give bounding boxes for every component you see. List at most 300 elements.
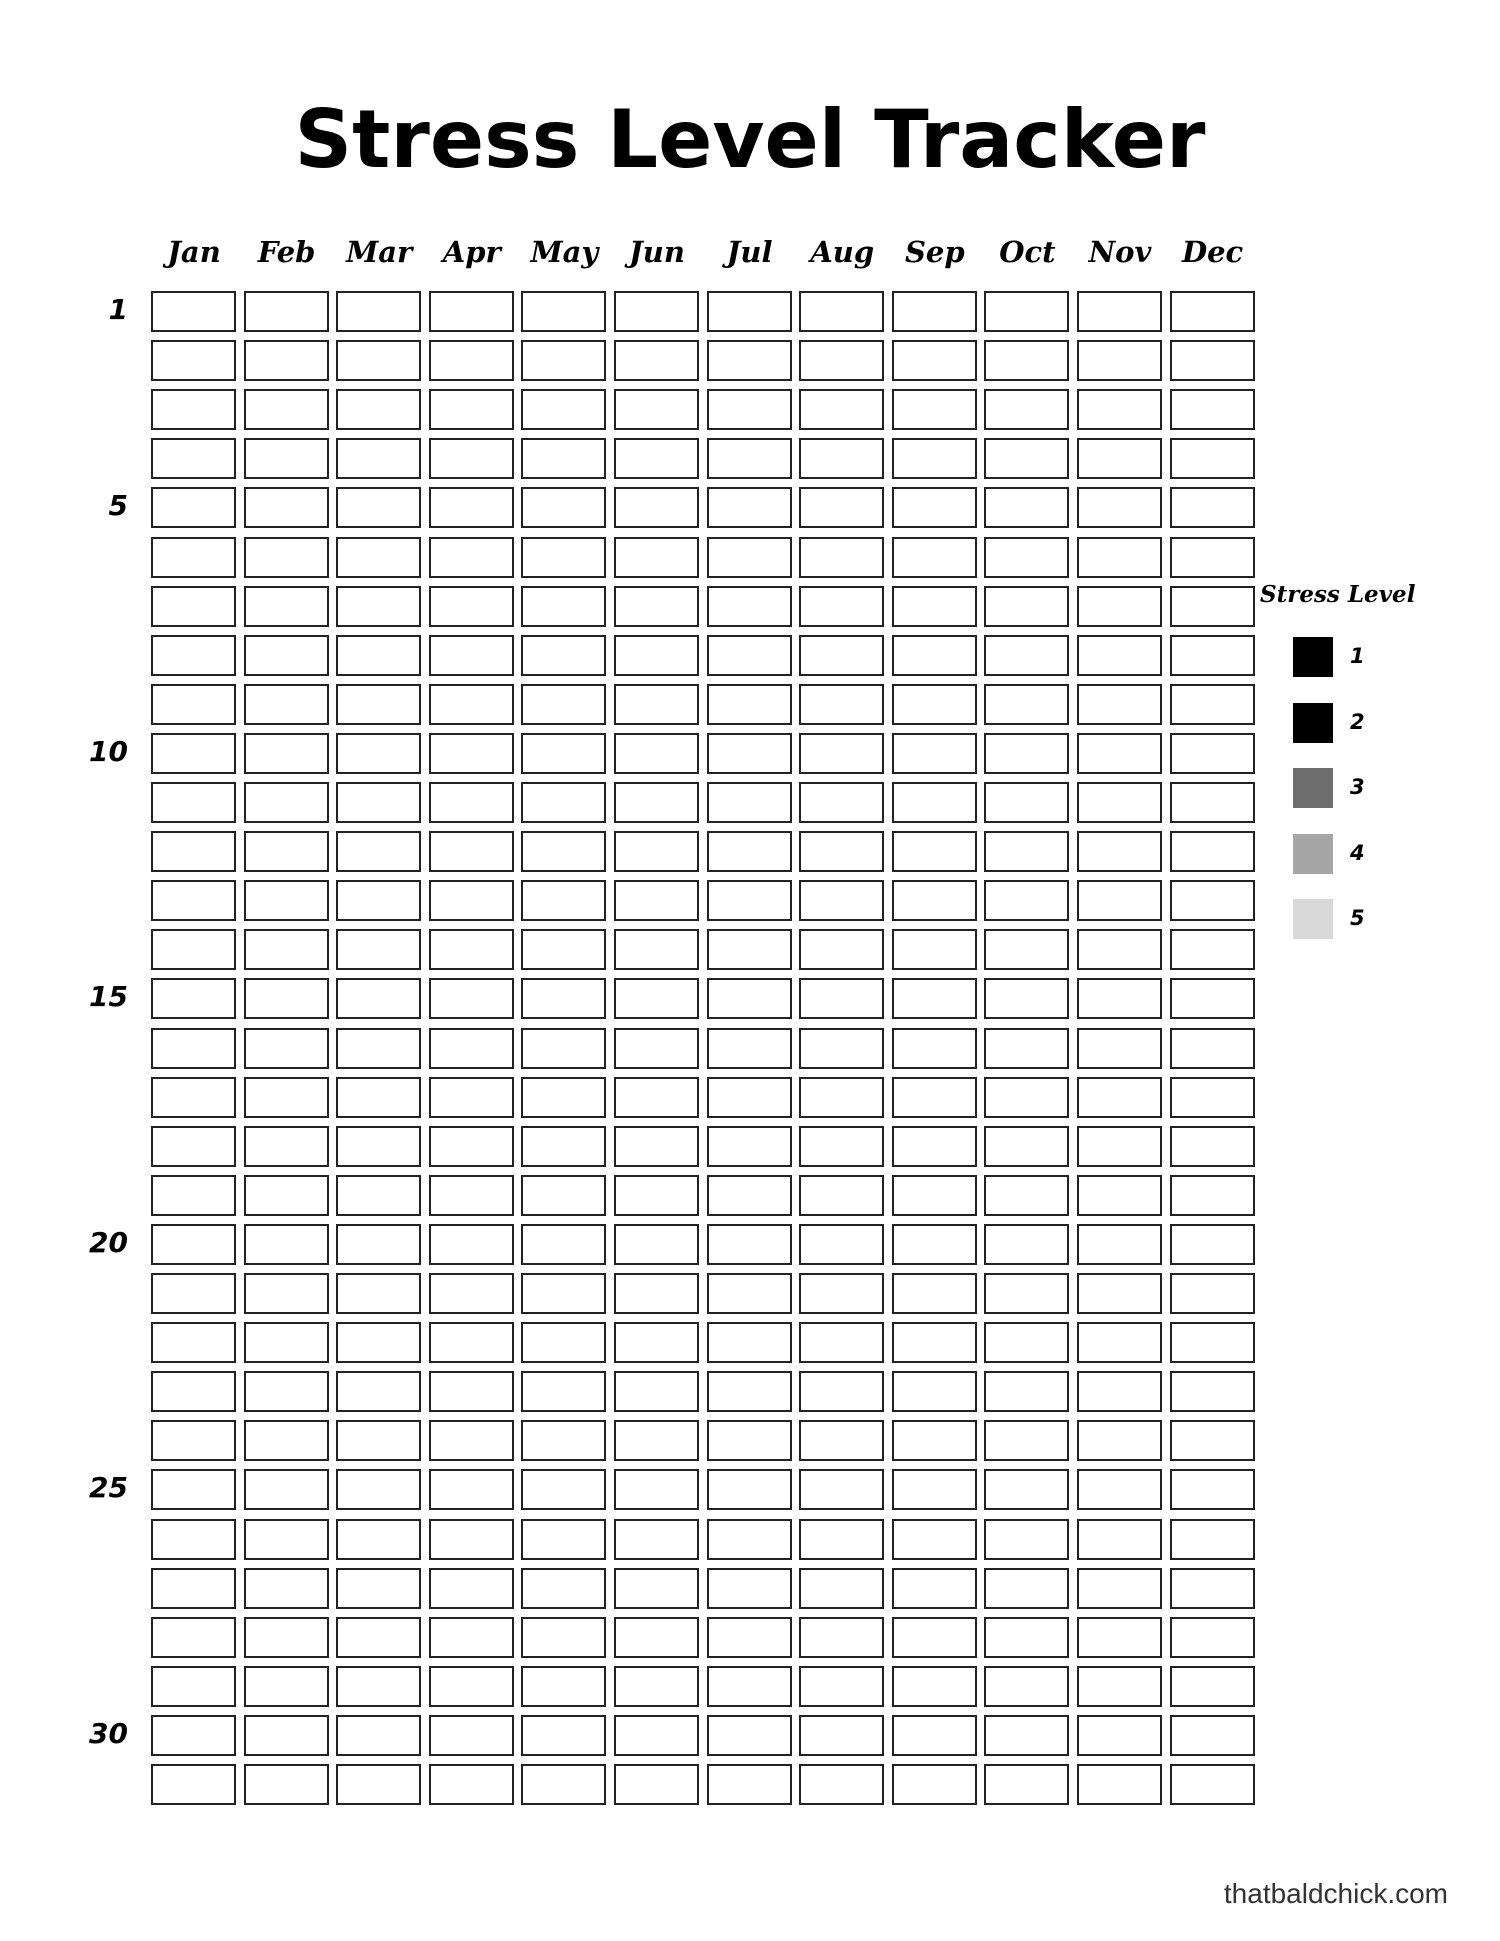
tracker-cell[interactable]: [984, 1322, 1069, 1363]
tracker-cell[interactable]: [336, 1077, 421, 1118]
tracker-cell[interactable]: [707, 1715, 792, 1756]
tracker-cell[interactable]: [429, 1028, 514, 1069]
tracker-cell[interactable]: [521, 291, 606, 332]
tracker-cell[interactable]: [1170, 929, 1255, 970]
tracker-cell[interactable]: [614, 635, 699, 676]
tracker-cell[interactable]: [707, 537, 792, 578]
tracker-cell[interactable]: [1077, 1224, 1162, 1265]
tracker-cell[interactable]: [614, 1617, 699, 1658]
tracker-cell[interactable]: [892, 1028, 977, 1069]
tracker-cell[interactable]: [707, 978, 792, 1019]
tracker-cell[interactable]: [614, 1371, 699, 1412]
tracker-cell[interactable]: [984, 733, 1069, 774]
tracker-cell[interactable]: [244, 487, 329, 528]
tracker-cell[interactable]: [984, 1568, 1069, 1609]
tracker-cell[interactable]: [984, 1028, 1069, 1069]
tracker-cell[interactable]: [984, 684, 1069, 725]
tracker-cell[interactable]: [1170, 880, 1255, 921]
tracker-cell[interactable]: [799, 1077, 884, 1118]
tracker-cell[interactable]: [244, 1519, 329, 1560]
tracker-cell[interactable]: [799, 1469, 884, 1510]
tracker-cell[interactable]: [244, 1273, 329, 1314]
tracker-cell[interactable]: [244, 684, 329, 725]
tracker-cell[interactable]: [1077, 1420, 1162, 1461]
tracker-cell[interactable]: [799, 487, 884, 528]
tracker-cell[interactable]: [1170, 733, 1255, 774]
tracker-cell[interactable]: [521, 1568, 606, 1609]
tracker-cell[interactable]: [521, 1715, 606, 1756]
tracker-cell[interactable]: [336, 831, 421, 872]
tracker-cell[interactable]: [1170, 389, 1255, 430]
tracker-cell[interactable]: [1170, 1175, 1255, 1216]
tracker-cell[interactable]: [244, 733, 329, 774]
tracker-cell[interactable]: [244, 389, 329, 430]
tracker-cell[interactable]: [799, 1371, 884, 1412]
tracker-cell[interactable]: [151, 487, 236, 528]
tracker-cell[interactable]: [892, 1175, 977, 1216]
tracker-cell[interactable]: [1077, 1371, 1162, 1412]
tracker-cell[interactable]: [1170, 684, 1255, 725]
tracker-cell[interactable]: [984, 929, 1069, 970]
tracker-cell[interactable]: [799, 1519, 884, 1560]
tracker-cell[interactable]: [336, 1322, 421, 1363]
tracker-cell[interactable]: [799, 1126, 884, 1167]
tracker-cell[interactable]: [521, 733, 606, 774]
tracker-cell[interactable]: [151, 1519, 236, 1560]
tracker-cell[interactable]: [707, 340, 792, 381]
tracker-cell[interactable]: [707, 291, 792, 332]
tracker-cell[interactable]: [244, 831, 329, 872]
tracker-cell[interactable]: [521, 1273, 606, 1314]
tracker-cell[interactable]: [151, 1028, 236, 1069]
tracker-cell[interactable]: [244, 1126, 329, 1167]
tracker-cell[interactable]: [151, 291, 236, 332]
tracker-cell[interactable]: [892, 1371, 977, 1412]
tracker-cell[interactable]: [244, 1175, 329, 1216]
tracker-cell[interactable]: [151, 929, 236, 970]
tracker-cell[interactable]: [336, 1666, 421, 1707]
tracker-cell[interactable]: [336, 684, 421, 725]
tracker-cell[interactable]: [1170, 1028, 1255, 1069]
tracker-cell[interactable]: [151, 1764, 236, 1805]
tracker-cell[interactable]: [151, 684, 236, 725]
tracker-cell[interactable]: [521, 487, 606, 528]
tracker-cell[interactable]: [799, 1028, 884, 1069]
tracker-cell[interactable]: [614, 978, 699, 1019]
tracker-cell[interactable]: [336, 1764, 421, 1805]
tracker-cell[interactable]: [521, 1371, 606, 1412]
tracker-cell[interactable]: [429, 1715, 514, 1756]
tracker-cell[interactable]: [707, 635, 792, 676]
tracker-cell[interactable]: [244, 635, 329, 676]
tracker-cell[interactable]: [244, 586, 329, 627]
tracker-cell[interactable]: [429, 1126, 514, 1167]
tracker-cell[interactable]: [892, 978, 977, 1019]
tracker-cell[interactable]: [429, 291, 514, 332]
tracker-cell[interactable]: [429, 978, 514, 1019]
tracker-cell[interactable]: [1170, 438, 1255, 479]
tracker-cell[interactable]: [1077, 929, 1162, 970]
tracker-cell[interactable]: [151, 389, 236, 430]
tracker-cell[interactable]: [151, 586, 236, 627]
tracker-cell[interactable]: [799, 929, 884, 970]
tracker-cell[interactable]: [614, 487, 699, 528]
tracker-cell[interactable]: [799, 978, 884, 1019]
tracker-cell[interactable]: [707, 782, 792, 823]
tracker-cell[interactable]: [336, 340, 421, 381]
tracker-cell[interactable]: [429, 1469, 514, 1510]
tracker-cell[interactable]: [799, 340, 884, 381]
tracker-cell[interactable]: [984, 782, 1069, 823]
tracker-cell[interactable]: [984, 1371, 1069, 1412]
tracker-cell[interactable]: [984, 1666, 1069, 1707]
tracker-cell[interactable]: [1077, 1175, 1162, 1216]
tracker-cell[interactable]: [151, 831, 236, 872]
tracker-cell[interactable]: [1170, 782, 1255, 823]
tracker-cell[interactable]: [336, 1371, 421, 1412]
tracker-cell[interactable]: [151, 880, 236, 921]
tracker-cell[interactable]: [521, 537, 606, 578]
tracker-cell[interactable]: [151, 537, 236, 578]
tracker-cell[interactable]: [984, 340, 1069, 381]
tracker-cell[interactable]: [429, 1077, 514, 1118]
tracker-cell[interactable]: [799, 291, 884, 332]
tracker-cell[interactable]: [429, 1224, 514, 1265]
tracker-cell[interactable]: [614, 1420, 699, 1461]
tracker-cell[interactable]: [984, 1519, 1069, 1560]
tracker-cell[interactable]: [614, 438, 699, 479]
tracker-cell[interactable]: [521, 1666, 606, 1707]
tracker-cell[interactable]: [707, 1469, 792, 1510]
tracker-cell[interactable]: [984, 1077, 1069, 1118]
tracker-cell[interactable]: [429, 537, 514, 578]
tracker-cell[interactable]: [707, 1077, 792, 1118]
tracker-cell[interactable]: [429, 1420, 514, 1461]
tracker-cell[interactable]: [984, 438, 1069, 479]
tracker-cell[interactable]: [892, 929, 977, 970]
tracker-cell[interactable]: [1170, 1617, 1255, 1658]
tracker-cell[interactable]: [984, 831, 1069, 872]
tracker-cell[interactable]: [799, 880, 884, 921]
tracker-cell[interactable]: [1170, 1371, 1255, 1412]
tracker-cell[interactable]: [1077, 1028, 1162, 1069]
tracker-cell[interactable]: [521, 782, 606, 823]
tracker-cell[interactable]: [1170, 487, 1255, 528]
tracker-cell[interactable]: [1170, 1666, 1255, 1707]
tracker-cell[interactable]: [614, 1077, 699, 1118]
tracker-cell[interactable]: [892, 1126, 977, 1167]
tracker-cell[interactable]: [799, 782, 884, 823]
tracker-cell[interactable]: [244, 1028, 329, 1069]
tracker-cell[interactable]: [151, 1617, 236, 1658]
tracker-cell[interactable]: [151, 340, 236, 381]
tracker-cell[interactable]: [429, 1175, 514, 1216]
tracker-cell[interactable]: [244, 340, 329, 381]
tracker-cell[interactable]: [244, 1077, 329, 1118]
tracker-cell[interactable]: [614, 1666, 699, 1707]
tracker-cell[interactable]: [336, 1469, 421, 1510]
tracker-cell[interactable]: [984, 537, 1069, 578]
tracker-cell[interactable]: [984, 1469, 1069, 1510]
tracker-cell[interactable]: [1170, 1715, 1255, 1756]
tracker-cell[interactable]: [521, 1617, 606, 1658]
tracker-cell[interactable]: [521, 880, 606, 921]
tracker-cell[interactable]: [614, 880, 699, 921]
tracker-cell[interactable]: [151, 1322, 236, 1363]
tracker-cell[interactable]: [984, 1764, 1069, 1805]
tracker-cell[interactable]: [892, 1715, 977, 1756]
tracker-cell[interactable]: [244, 1322, 329, 1363]
tracker-cell[interactable]: [707, 1420, 792, 1461]
tracker-cell[interactable]: [244, 782, 329, 823]
tracker-cell[interactable]: [799, 1175, 884, 1216]
tracker-cell[interactable]: [1077, 831, 1162, 872]
tracker-cell[interactable]: [336, 1715, 421, 1756]
tracker-cell[interactable]: [892, 1519, 977, 1560]
tracker-cell[interactable]: [429, 1617, 514, 1658]
tracker-cell[interactable]: [429, 1273, 514, 1314]
tracker-cell[interactable]: [244, 438, 329, 479]
tracker-cell[interactable]: [892, 537, 977, 578]
tracker-cell[interactable]: [799, 438, 884, 479]
tracker-cell[interactable]: [1170, 586, 1255, 627]
tracker-cell[interactable]: [1077, 586, 1162, 627]
tracker-cell[interactable]: [799, 1568, 884, 1609]
tracker-cell[interactable]: [892, 831, 977, 872]
tracker-cell[interactable]: [336, 1519, 421, 1560]
tracker-cell[interactable]: [799, 831, 884, 872]
tracker-cell[interactable]: [892, 1224, 977, 1265]
tracker-cell[interactable]: [521, 831, 606, 872]
tracker-cell[interactable]: [151, 1175, 236, 1216]
tracker-cell[interactable]: [336, 586, 421, 627]
tracker-cell[interactable]: [799, 635, 884, 676]
tracker-cell[interactable]: [892, 880, 977, 921]
tracker-cell[interactable]: [707, 831, 792, 872]
tracker-cell[interactable]: [1077, 438, 1162, 479]
tracker-cell[interactable]: [151, 733, 236, 774]
tracker-cell[interactable]: [707, 1764, 792, 1805]
tracker-cell[interactable]: [429, 880, 514, 921]
tracker-cell[interactable]: [892, 487, 977, 528]
tracker-cell[interactable]: [1170, 1273, 1255, 1314]
tracker-cell[interactable]: [799, 1224, 884, 1265]
tracker-cell[interactable]: [1077, 782, 1162, 823]
tracker-cell[interactable]: [614, 389, 699, 430]
tracker-cell[interactable]: [892, 684, 977, 725]
tracker-cell[interactable]: [892, 782, 977, 823]
tracker-cell[interactable]: [892, 733, 977, 774]
tracker-cell[interactable]: [521, 1224, 606, 1265]
tracker-cell[interactable]: [614, 1175, 699, 1216]
tracker-cell[interactable]: [336, 1126, 421, 1167]
tracker-cell[interactable]: [799, 1666, 884, 1707]
tracker-cell[interactable]: [892, 1568, 977, 1609]
tracker-cell[interactable]: [799, 537, 884, 578]
tracker-cell[interactable]: [984, 1224, 1069, 1265]
tracker-cell[interactable]: [336, 1617, 421, 1658]
tracker-cell[interactable]: [614, 1273, 699, 1314]
tracker-cell[interactable]: [336, 782, 421, 823]
tracker-cell[interactable]: [429, 1666, 514, 1707]
tracker-cell[interactable]: [429, 389, 514, 430]
tracker-cell[interactable]: [614, 1519, 699, 1560]
tracker-cell[interactable]: [521, 978, 606, 1019]
tracker-cell[interactable]: [244, 1469, 329, 1510]
tracker-cell[interactable]: [429, 1371, 514, 1412]
tracker-cell[interactable]: [336, 635, 421, 676]
tracker-cell[interactable]: [521, 929, 606, 970]
tracker-cell[interactable]: [521, 1420, 606, 1461]
tracker-cell[interactable]: [707, 1322, 792, 1363]
tracker-cell[interactable]: [244, 1224, 329, 1265]
tracker-cell[interactable]: [984, 1617, 1069, 1658]
tracker-cell[interactable]: [799, 586, 884, 627]
tracker-cell[interactable]: [244, 1764, 329, 1805]
tracker-cell[interactable]: [799, 733, 884, 774]
tracker-cell[interactable]: [1170, 978, 1255, 1019]
tracker-cell[interactable]: [984, 487, 1069, 528]
tracker-cell[interactable]: [892, 1617, 977, 1658]
tracker-cell[interactable]: [892, 1469, 977, 1510]
tracker-cell[interactable]: [614, 782, 699, 823]
tracker-cell[interactable]: [244, 1371, 329, 1412]
tracker-cell[interactable]: [151, 1469, 236, 1510]
tracker-cell[interactable]: [336, 929, 421, 970]
tracker-cell[interactable]: [521, 340, 606, 381]
tracker-cell[interactable]: [336, 1028, 421, 1069]
tracker-cell[interactable]: [244, 291, 329, 332]
tracker-cell[interactable]: [892, 1322, 977, 1363]
tracker-cell[interactable]: [521, 1126, 606, 1167]
tracker-cell[interactable]: [707, 929, 792, 970]
tracker-cell[interactable]: [151, 1077, 236, 1118]
tracker-cell[interactable]: [1077, 1126, 1162, 1167]
tracker-cell[interactable]: [614, 1469, 699, 1510]
tracker-cell[interactable]: [892, 1666, 977, 1707]
tracker-cell[interactable]: [614, 1715, 699, 1756]
tracker-cell[interactable]: [521, 1322, 606, 1363]
tracker-cell[interactable]: [521, 1764, 606, 1805]
tracker-cell[interactable]: [336, 880, 421, 921]
tracker-cell[interactable]: [1170, 1420, 1255, 1461]
tracker-cell[interactable]: [1077, 978, 1162, 1019]
tracker-cell[interactable]: [1170, 1224, 1255, 1265]
tracker-cell[interactable]: [151, 1273, 236, 1314]
tracker-cell[interactable]: [984, 389, 1069, 430]
tracker-cell[interactable]: [799, 1273, 884, 1314]
tracker-cell[interactable]: [336, 978, 421, 1019]
tracker-cell[interactable]: [151, 1715, 236, 1756]
tracker-cell[interactable]: [521, 389, 606, 430]
tracker-cell[interactable]: [799, 1322, 884, 1363]
tracker-cell[interactable]: [336, 537, 421, 578]
tracker-cell[interactable]: [336, 1273, 421, 1314]
tracker-cell[interactable]: [892, 1077, 977, 1118]
tracker-cell[interactable]: [984, 1715, 1069, 1756]
tracker-cell[interactable]: [1077, 1568, 1162, 1609]
tracker-cell[interactable]: [336, 1568, 421, 1609]
tracker-cell[interactable]: [151, 635, 236, 676]
tracker-cell[interactable]: [521, 1519, 606, 1560]
tracker-cell[interactable]: [984, 1420, 1069, 1461]
tracker-cell[interactable]: [521, 684, 606, 725]
tracker-cell[interactable]: [707, 1617, 792, 1658]
tracker-cell[interactable]: [1077, 1322, 1162, 1363]
tracker-cell[interactable]: [151, 1666, 236, 1707]
tracker-cell[interactable]: [984, 1273, 1069, 1314]
tracker-cell[interactable]: [1077, 1617, 1162, 1658]
tracker-cell[interactable]: [614, 929, 699, 970]
tracker-cell[interactable]: [892, 635, 977, 676]
tracker-cell[interactable]: [429, 929, 514, 970]
tracker-cell[interactable]: [707, 1273, 792, 1314]
tracker-cell[interactable]: [799, 1617, 884, 1658]
tracker-cell[interactable]: [614, 291, 699, 332]
tracker-cell[interactable]: [151, 1420, 236, 1461]
tracker-cell[interactable]: [799, 1420, 884, 1461]
tracker-cell[interactable]: [336, 1420, 421, 1461]
tracker-cell[interactable]: [892, 389, 977, 430]
tracker-cell[interactable]: [1170, 1568, 1255, 1609]
tracker-cell[interactable]: [984, 978, 1069, 1019]
tracker-cell[interactable]: [1077, 1715, 1162, 1756]
tracker-cell[interactable]: [1170, 831, 1255, 872]
tracker-cell[interactable]: [984, 586, 1069, 627]
tracker-cell[interactable]: [614, 684, 699, 725]
tracker-cell[interactable]: [1170, 537, 1255, 578]
tracker-cell[interactable]: [707, 733, 792, 774]
tracker-cell[interactable]: [429, 831, 514, 872]
tracker-cell[interactable]: [707, 487, 792, 528]
tracker-cell[interactable]: [151, 1371, 236, 1412]
tracker-cell[interactable]: [1077, 389, 1162, 430]
tracker-cell[interactable]: [151, 782, 236, 823]
tracker-cell[interactable]: [244, 1715, 329, 1756]
tracker-cell[interactable]: [614, 1764, 699, 1805]
tracker-cell[interactable]: [1077, 487, 1162, 528]
tracker-cell[interactable]: [1077, 1273, 1162, 1314]
tracker-cell[interactable]: [707, 1519, 792, 1560]
tracker-cell[interactable]: [614, 1126, 699, 1167]
tracker-cell[interactable]: [984, 635, 1069, 676]
tracker-cell[interactable]: [429, 487, 514, 528]
tracker-cell[interactable]: [1077, 291, 1162, 332]
tracker-cell[interactable]: [892, 340, 977, 381]
tracker-cell[interactable]: [521, 1077, 606, 1118]
tracker-cell[interactable]: [521, 586, 606, 627]
tracker-cell[interactable]: [429, 782, 514, 823]
tracker-cell[interactable]: [707, 1224, 792, 1265]
tracker-cell[interactable]: [614, 1568, 699, 1609]
tracker-cell[interactable]: [614, 586, 699, 627]
tracker-cell[interactable]: [799, 1715, 884, 1756]
tracker-cell[interactable]: [244, 1666, 329, 1707]
tracker-cell[interactable]: [336, 733, 421, 774]
tracker-cell[interactable]: [707, 1568, 792, 1609]
tracker-cell[interactable]: [1077, 1519, 1162, 1560]
tracker-cell[interactable]: [707, 1371, 792, 1412]
tracker-cell[interactable]: [429, 1568, 514, 1609]
tracker-cell[interactable]: [151, 978, 236, 1019]
tracker-cell[interactable]: [1170, 291, 1255, 332]
tracker-cell[interactable]: [429, 733, 514, 774]
tracker-cell[interactable]: [1077, 733, 1162, 774]
tracker-cell[interactable]: [1077, 635, 1162, 676]
tracker-cell[interactable]: [521, 438, 606, 479]
tracker-cell[interactable]: [1170, 1764, 1255, 1805]
tracker-cell[interactable]: [614, 831, 699, 872]
